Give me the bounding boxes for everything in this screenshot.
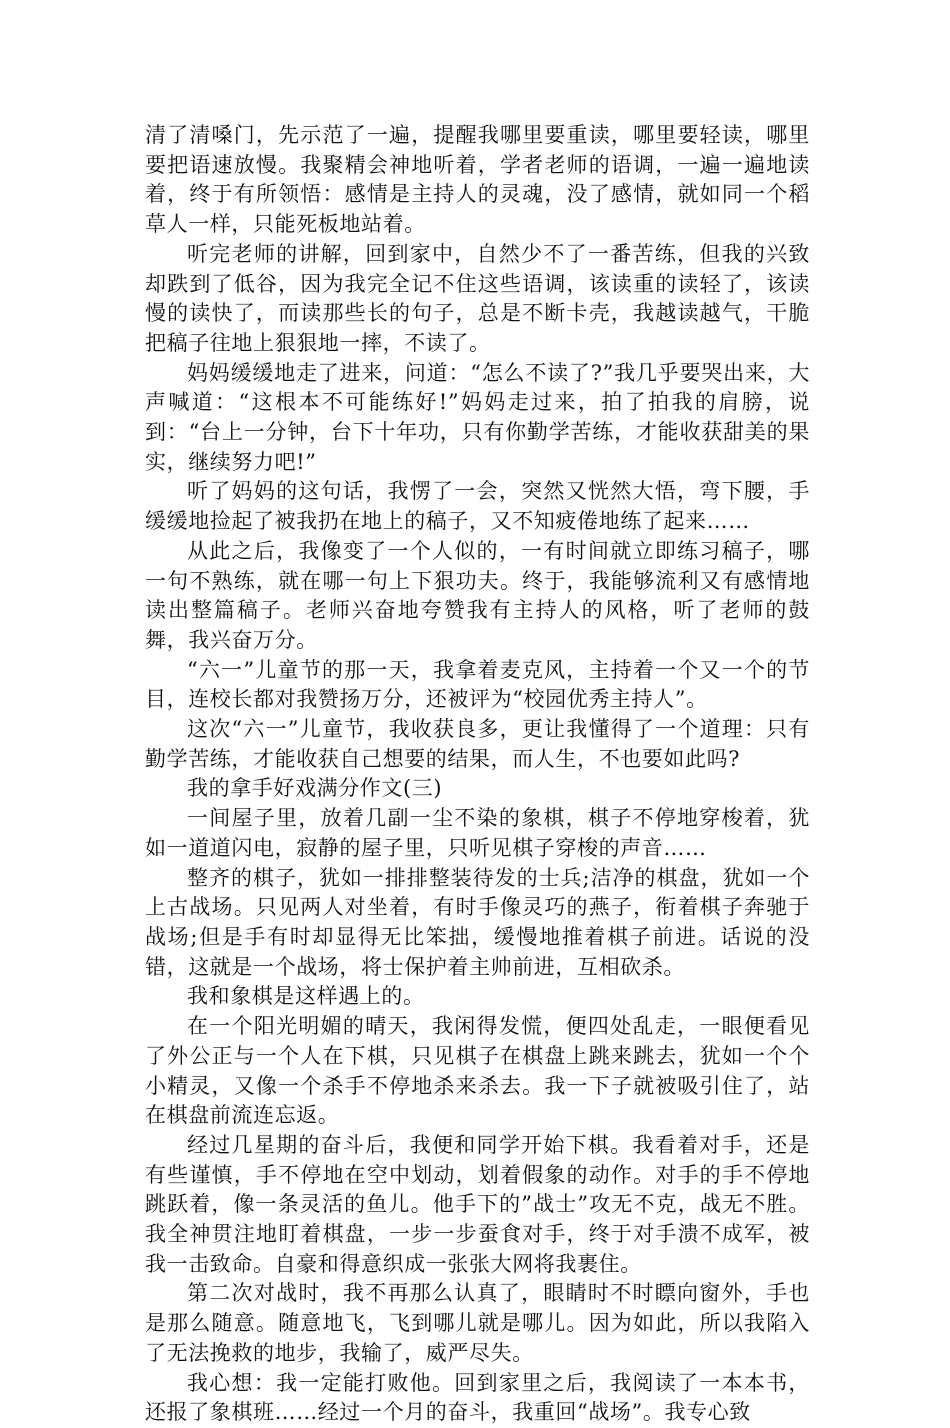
paragraph: 听完老师的讲解，回到家中，自然少不了一番苦练，但我的兴致却跌到了低谷，因为我完全记不住这些语调，该读重的读轻了，该读慢的读快了，而读那些长的句子，总是不断卡壳，我越读越气，干脆把稿子往地上狠狠地一摔，不读了。 [145,241,810,355]
document-body [145,121,810,1428]
paragraph: 听了妈妈的这句话，我愣了一会，突然又恍然大悟，弯下腰，手缓缓地捡起了被我扔在地上的稿子，又不知疲倦地练了起来…… [145,479,810,534]
paragraph: 在一个阳光明媚的晴天，我闲得发慌，便四处乱走，一眼便看见了外公正与一个人在下棋，只见棋子在棋盘上跳来跳去，犹如一个个小精灵，又像一个杀手不停地杀来杀去。我一下子就被吸引住了，站在棋盘前流连忘返。 [145,1014,810,1128]
paragraph: 这次“六一”儿童节，我收获良多，更让我懂得了一个道理：只有勤学苦练，才能收获自己想要的结果，而人生，不也要如此吗? [145,717,810,771]
paragraph: 从此之后，我像变了一个人似的，一有时间就立即练习稿子，哪一句不熟练，就在哪一句上下狠功夫。终于，我能够流利又有感情地读出整篇稿子。老师兴奋地夸赞我有主持人的风格，听了老师的鼓舞，我兴奋万分。 [145,538,810,652]
paragraph: 经过几星期的奋斗后，我便和同学开始下棋。我看着对手，还是有些谨慎，手不停地在空中划动，划着假象的动作。对手的手不停地跳跃着，像一条灵活的鱼儿。他手下的”战士”攻无不克，战无不胜。我全神贯注地盯着棋盘，一步一步蚕食对手，终于对手溃不成军，被我一击致命。自豪和得意织成一张张大网将我裹住。 [145,1132,810,1276]
paragraph: “六一”儿童节的那一天，我拿着麦克风，主持着一个又一个的节目，连校长都对我赞扬万分，还被评为“校园优秀主持人”。 [145,657,810,712]
paragraph: 第二次对战时，我不再那么认真了，眼睛时不时瞟向窗外，手也是那么随意。随意地飞，飞到哪儿就是哪儿。因为如此，所以我陷入了无法挽救的地步，我输了，威严尽失。 [145,1281,810,1365]
paragraph: 清了清嗓门，先示范了一遍，提醒我哪里要重读，哪里要轻读，哪里要把语速放慢。我聚精会神地听着，学者老师的语调，一遍一遍地读着，终于有所领悟：感情是主持人的灵魂，没了感情，就如同一个稻草人一样，只能死板地站着。 [145,123,810,237]
section-heading: 我的拿手好戏满分作文(三) [187,776,443,801]
paragraph: 整齐的棋子，犹如一排排整装待发的士兵;洁净的棋盘，犹如一个上古战场。只见两人对坐着，有时手像灵巧的燕子，衔着棋子奔驰于战场;但是手有时却显得无比笨拙，缓慢地推着棋子前进。话说的没错，这就是一个战场，将士保护着主帅前进，互相砍杀。 [145,865,810,979]
paragraph: 我心想：我一定能打败他。回到家里之后，我阅读了一本本书，还报了象棋班……经过一个月的奋斗，我重回“战场”。我专心致 [145,1370,810,1425]
paragraph: 妈妈缓缓地走了进来，问道：“怎么不读了?”我几乎要哭出来，大声喊道：“这根本不可能练好!”妈妈走过来，拍了拍我的肩膀，说到：“台上一分钟，台下十年功，只有你勤学苦练，才能收获甜美的果实，继续努力吧!” [145,360,810,474]
paragraph: 我和象棋是这样遇上的。 [187,984,425,1009]
paragraph: 一间屋子里，放着几副一尘不染的象棋，棋子不停地穿梭着，犹如一道道闪电，寂静的屋子里，只听见棋子穿梭的声音…… [145,806,810,860]
